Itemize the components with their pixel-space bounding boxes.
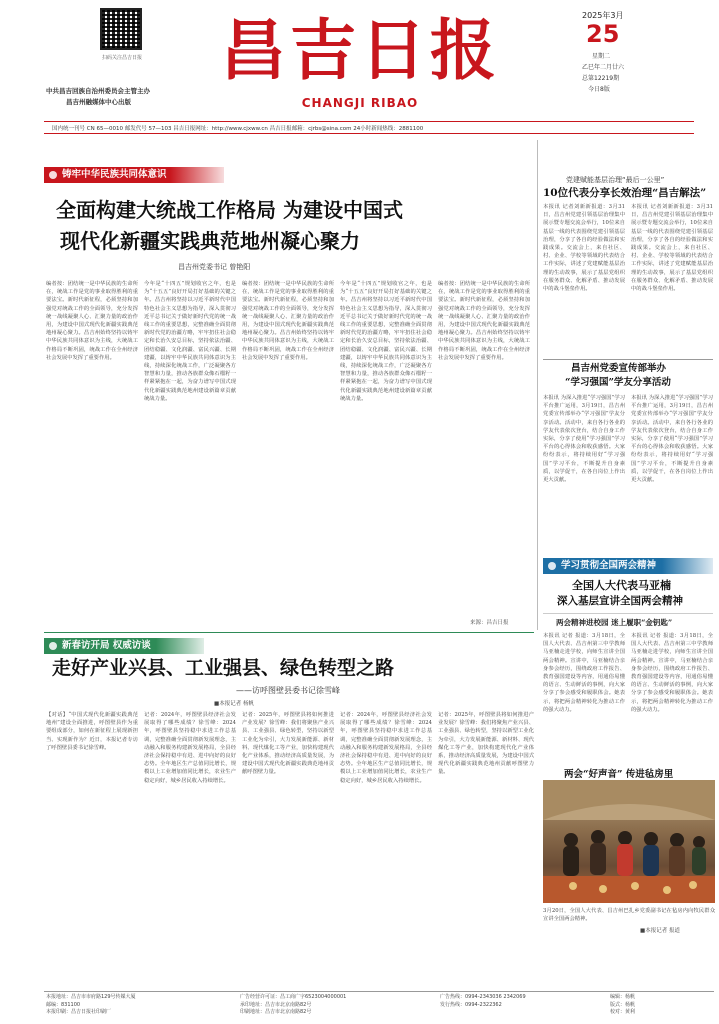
footer-layout: 版式：杨帆: [610, 1001, 636, 1008]
interview-col-5: 记者：2025年，呼图壁县将如何推进产业发展？徐雪峰：我们将聚焦产业兴县、工业强县、绿色转型，坚持以新型工业化为牵引，大力发展新能源、新材料、现代煤化工等产业，加快构建现代化产业体系，推动经济高质量发展，为建设中国式现代化新疆实践典范地州贡献呼图壁力量。: [438, 712, 534, 776]
bottom-section-rule: [44, 632, 534, 633]
npc-body-1: 本报讯 记者 报道：3月18日，全国人大代表、昌吉州第三中学教师马亚楠走进学校，向师生宣讲全国两会精神。宣讲中，马亚楠结合亲身参会经历，围绕政府工作报告、教育强国建设等内容，用通俗易懂的语言、生动鲜活的事例，向大家分享了参会感受和履职体会。她表示，将把两会精神转化为推动工作的强大动力。: [543, 633, 625, 713]
npc-headline-1: 全国人大代表马亚楠: [572, 579, 671, 592]
footer-col-4: [610, 994, 710, 1017]
footer-col-2: [240, 994, 410, 1017]
footer-col-3: [440, 994, 600, 1009]
npc-body-2: 本报讯 记者 报道：3月18日，全国人大代表、昌吉州第三中学教师马亚楠走进学校，向师生宣讲全国两会精神。宣讲中，马亚楠结合亲身参会经历，围绕政府工作报告、教育强国建设等内容，用通俗易懂的语言、生动鲜活的事例，向大家分享了参会感受和履职体会。她表示，将把两会精神转化为推动工作的强大动力。: [631, 633, 713, 713]
qr-caption: 扫码关注昌吉日报: [101, 55, 142, 61]
newspaper-pinyin: CHANGJI RIBAO: [301, 96, 419, 110]
masthead-rule-bottom: [44, 133, 694, 134]
right-mid-body-2: 本报讯 为深入推进“学习强国”学习平台推广运用，3月19日，昌吉州党委宣传部举办“学习强国”学友分享活动。活动中，来自各行各业的学友代表依次登台，结合自身工作实际，分享了使用“学习强国”学习平台的心得体会和收获感悟。大家纷纷表示，将持续用好“学习强国”学习平台，不断提升自身素质，以学促干，在各自岗位上作出更大贡献。: [631, 395, 713, 484]
footer-print-address: 承印地址：昌吉市北京南路82号: [240, 1001, 312, 1008]
newspaper-logo: 昌吉日报: [220, 11, 500, 89]
interview-col-1: 【对话】“中国式现代化新疆实践典范地州”建设全面推进，呼图壁县作为重要组成部分，如何在新征程上展现新担当、实现新作为？近日，本报记者专访了呼图壁县委书记徐雪峰。: [46, 712, 138, 751]
section-tag-lead: 铸牢中华民族共同体意识: [44, 167, 224, 183]
masthead-rule-top: [44, 121, 694, 122]
npc-headline-2: 深入基层宣讲全国两会精神: [557, 595, 683, 607]
lead-body-col-3: 编者按：团结统一是中华民族的生命所在，统战工作是党的事业取得胜利的重要法宝。新时代新征程，必须坚持和加强党对统战工作的全面领导，充分发挥统一战线凝聚人心、汇聚力量的政治作用，为建设中国式现代化新疆实践典范地州凝心聚力。昌吉州始终坚持以铸牢中华民族共同体意识为主线，大统战工作格局不断巩固，统战工作在全州经济社会发展中发挥了重要作用。: [242, 281, 334, 361]
footer-editor: 编辑：杨帆: [610, 994, 636, 1000]
footer-print-site: 印刷地址：昌吉市北京南路82号: [240, 1009, 312, 1015]
lead-headline-2: 现代化新疆实践典范地州凝心聚力: [60, 229, 360, 253]
lead-body-col-2: 今年是“十四五”规划收官之年，也是为“十五五”良好开局打好基础的关键之年。昌吉州将坚持以习近平新时代中国特色社会主义思想为指导，深入贯彻习近平总书记关于做好新时代党的统一战线工作的重要思想，完整准确全面贯彻新时代党的治疆方略，牢牢扭住社会稳定和长治久安总目标，坚持依法治疆、团结稳疆、文化润疆、富民兴疆、长期建疆，以铸牢中华民族共同体意识为主线，持续深化统战工作，广泛凝聚各方智慧和力量，推动各族群众像石榴籽一样紧紧抱在一起，为奋力谱写中国式现代化新疆实践典范地州建设新篇章贡献统战力量。: [144, 281, 236, 402]
issue-pages: 今日8版: [588, 86, 610, 93]
issue-date-month: 2025年3月: [582, 11, 624, 20]
issue-weekday: 星期二: [592, 53, 611, 60]
lead-body-col-4: 今年是“十四五”规划收官之年，也是为“十五五”良好开局打好基础的关键之年。昌吉州将坚持以习近平新时代中国特色社会主义思想为指导，深入贯彻习近平总书记关于做好新时代党的统一战线工作的重要思想，完整准确全面贯彻新时代党的治疆方略，牢牢扭住社会稳定和长治久安总目标，坚持依法治疆、团结稳疆、文化润疆、富民兴疆、长期建疆，以铸牢中华民族共同体意识为主线，持续深化统战工作，广泛凝聚各方智慧和力量，推动各族群众像石榴籽一样紧紧抱在一起，为奋力谱写中国式现代化新疆实践典范地州建设新篇章贡献统战力量。: [340, 281, 432, 402]
footer-printer: 本报印刷：昌吉日报社印刷厂: [46, 1009, 112, 1015]
footer-distribution-hotline: 发行热线：0994-2322362: [440, 1001, 502, 1008]
lead-source: 来源：昌吉日报: [470, 620, 509, 626]
right-mid-body-1: 本报讯 为深入推进“学习强国”学习平台推广运用，3月19日，昌吉州党委宣传部举办“学习强国”学友分享活动。活动中，来自各行各业的学友代表依次登台，结合自身工作实际，分享了使用“学习强国”学习平台的心得体会和收获感悟。大家纷纷表示，将持续用好“学习强国”学习平台，不断提升自身素质，以学促干，在各自岗位上作出更大贡献。: [543, 395, 625, 484]
right-mid-headline-2: “学习强国”学友分享活动: [565, 377, 671, 388]
lead-body-col-1: 编者按：团结统一是中华民族的生命所在，统战工作是党的事业取得胜利的重要法宝。新时代新征程，必须坚持和加强党对统战工作的全面领导，充分发挥统一战线凝聚人心、汇聚力量的政治作用，为建设中国式现代化新疆实践典范地州凝心聚力。昌吉州始终坚持以铸牢中华民族共同体意识为主线，大统战工作格局不断巩固，统战工作在全州经济社会发展中发挥了重要作用。: [46, 281, 138, 361]
column-divider: [537, 140, 538, 630]
interview-col-3: 记者：2025年，呼图壁县将如何推进产业发展？徐雪峰：我们将聚焦产业兴县、工业强县、绿色转型，坚持以新型工业化为牵引，大力发展新能源、新材料、现代煤化工等产业，加快构建现代化产业体系，推动经济高质量发展，为建设中国式现代化新疆实践典范地州贡献呼图壁力量。: [242, 712, 334, 776]
issue-date-day: 25: [586, 20, 620, 48]
footer-license: 广告经营许可证：昌工商广字6523004000001: [240, 994, 347, 1000]
footer-ad-hotline: 广告热线：0994-2343036 2342069: [440, 994, 526, 1000]
issue-lunar: 乙巳年二月廿六: [582, 64, 625, 71]
info-bar: 国内统一刊号 CN 65—0010 邮发代号 57—103 昌吉日报网址：http://www.cjxww.cn 昌吉日报邮箱：cjrbs@sina.com 24小时新闻热线：2881100: [52, 126, 424, 132]
right-top-headline: 10位代表分享长效治理“昌吉解法”: [543, 187, 707, 199]
photo-credit: ■本报记者 报道: [640, 928, 680, 934]
lead-headline-1: 全面构建大统战工作格局 为建设中国式: [56, 198, 403, 222]
right-top-body-2: 本报讯 记者刘新新报道：3月31日，昌吉州党建引领基层治理集中展示暨专题交流会举行，10位来自基层一线的代表围绕党建引领基层治理，分享了各自的经验做法和实践成果。交流会上，来自社区、村、企业、学校等领域的代表结合工作实际，讲述了党建赋能基层治理的生动故事，展示了基层党组织在服务群众、化解矛盾、推动发展中的战斗堡垒作用。: [631, 204, 713, 293]
interview-headline: 走好产业兴县、工业强县、绿色转型之路: [52, 657, 395, 679]
sponsor-line-2: 昌吉州融媒体中心出版: [66, 98, 131, 106]
sponsor-line-1: 中共昌吉回族自治州委员会主管主办: [46, 87, 150, 95]
interview-col-2: 记者：2024年，呼图壁县经济社会发展取得了哪些成绩？徐雪峰：2024年，呼图壁县坚持稳中求进工作总基调，完整准确全面贯彻新发展理念，主动融入和服务构建新发展格局，全县经济社会保持稳中有进、进中向好的良好态势。全年地区生产总值同比增长，规模以上工业增加值同比增长，农业生产稳定向好，城乡居民收入持续增长。: [144, 712, 236, 784]
photo-title: 两会“好声音” 传进毡房里: [564, 769, 674, 780]
photo-caption: 3月20日，全国人大代表、昌吉州巴扎乡党委副书记在毡房内向牧民群众宣讲全国两会精神。: [543, 908, 715, 923]
right-top-body-1: 本报讯 记者刘新新报道：3月31日，昌吉州党建引领基层治理集中展示暨专题交流会举行，10位来自基层一线的代表围绕党建引领基层治理，分享了各自的经验做法和实践成果。交流会上，来自社区、村、企业、学校等领域的代表结合工作实际，讲述了党建赋能基层治理的生动故事，展示了基层党组织在服务群众、化解矛盾、推动发展中的战斗堡垒作用。: [543, 204, 625, 293]
section-tag-npc: 学习贯彻全国两会精神: [543, 558, 713, 574]
interview-byline: ■本报记者 杨帆: [214, 701, 254, 707]
yurt-photo: [543, 780, 715, 903]
lead-byline: 昌吉州党委书记 曾艳阳: [178, 263, 251, 271]
footer-col-1: [46, 994, 206, 1017]
right-top-kicker: 党建赋能基层治理“最后一公里”: [566, 176, 665, 184]
npc-sub-rule: [543, 613, 713, 614]
footer-address: 本报地址：昌吉市市府路129号传媒大厦: [46, 994, 136, 1000]
interview-col-4: 记者：2024年，呼图壁县经济社会发展取得了哪些成绩？徐雪峰：2024年，呼图壁县坚持稳中求进工作总基调，完整准确全面贯彻新发展理念，主动融入和服务构建新发展格局，全县经济社会保持稳中有进、进中向好的良好态势。全年地区生产总值同比增长，规模以上工业增加值同比增长，农业生产稳定向好，城乡居民收入持续增长。: [340, 712, 432, 784]
right-divider-1: [543, 359, 713, 360]
interview-subhead: ——访呼图壁县委书记徐雪峰: [236, 686, 340, 695]
footer-proofreader: 校对：黄利: [610, 1009, 636, 1015]
section-tag-interview: 新春访开局 权威访谈: [44, 638, 204, 654]
footer-rule: [44, 991, 714, 992]
issue-number: 总第12219期: [582, 75, 620, 82]
footer-postcode: 邮编：831100: [46, 1001, 81, 1008]
right-mid-headline-1: 昌吉州党委宣传部举办: [571, 363, 667, 374]
lead-body-col-5: 编者按：团结统一是中华民族的生命所在，统战工作是党的事业取得胜利的重要法宝。新时代新征程，必须坚持和加强党对统战工作的全面领导，充分发挥统一战线凝聚人心、汇聚力量的政治作用，为建设中国式现代化新疆实践典范地州凝心聚力。昌吉州始终坚持以铸牢中华民族共同体意识为主线，大统战工作格局不断巩固，统战工作在全州经济社会发展中发挥了重要作用。: [438, 281, 530, 361]
qr-code: [100, 8, 142, 50]
npc-subhead: 两会精神进校园 迷上履职“金钥匙”: [556, 618, 673, 627]
